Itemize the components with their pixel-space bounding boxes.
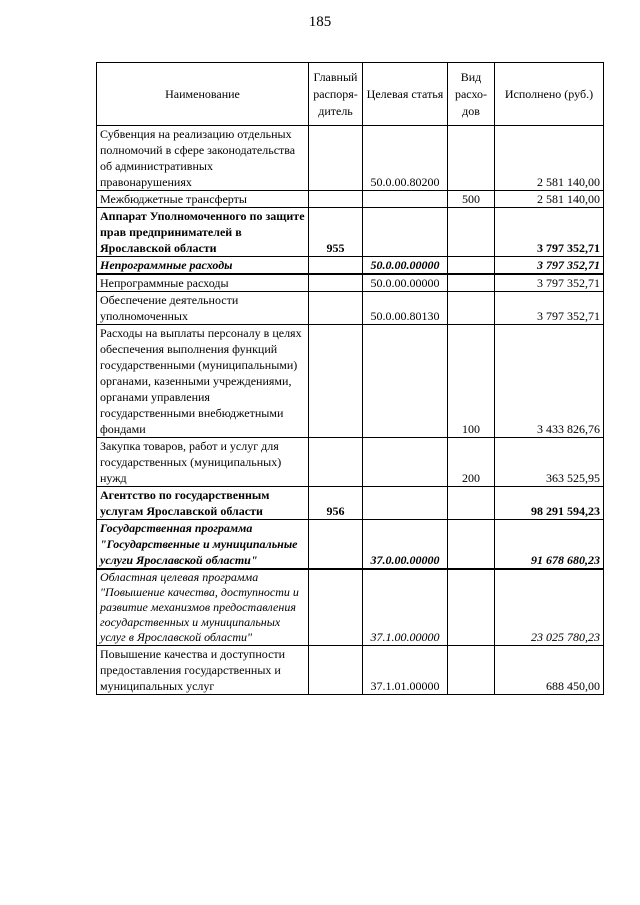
table-row: [97, 274, 604, 292]
row-expense-type-cell: [448, 646, 495, 695]
row-executed-cell: 91 678 680,23: [495, 520, 604, 570]
page-number: 185: [308, 14, 332, 30]
row-name-cell: Повышение качества и доступности предоставления государственных и муниципальных услуг: [97, 646, 309, 695]
row-main-manager-cell: [309, 438, 363, 487]
table-row: [97, 569, 604, 646]
row-executed-cell: 3 433 826,76: [495, 325, 604, 438]
row-expense-type-cell: [448, 126, 495, 191]
row-name-cell: Агентство по государственным услугам Ярославской области: [97, 487, 309, 520]
table-row: [97, 520, 604, 570]
row-name-cell: Непрограммные расходы: [97, 257, 309, 275]
row-target-article-cell: [363, 208, 448, 257]
row-name-cell: Обеспечение деятельности уполномоченных: [97, 292, 309, 325]
row-expense-type-cell: 500: [448, 191, 495, 208]
row-executed-cell: 3 797 352,71: [495, 292, 604, 325]
row-executed-cell: 688 450,00: [495, 646, 604, 695]
table-row: [97, 487, 604, 520]
row-target-article-cell: [363, 487, 448, 520]
table-row: [97, 191, 604, 208]
row-name-cell: Государственная программа "Государственные и муниципальные услуги Ярославской области": [97, 520, 309, 570]
row-expense-type-cell: [448, 292, 495, 325]
row-name-cell: Закупка товаров, работ и услуг для государственных (муниципальных) нужд: [97, 438, 309, 487]
row-executed-cell: 3 797 352,71: [495, 257, 604, 275]
row-expense-type-cell: [448, 520, 495, 570]
row-name-cell: Расходы на выплаты персоналу в целях обеспечения выполнения функций государственными (муниципальными) органами, казенными учреждениями, органами управления государственными внебюджетными фондами: [97, 325, 309, 438]
row-name-cell: Субвенция на реализацию отдельных полномочий в сфере законодательства об административных правонарушениях: [97, 126, 309, 191]
header-name: Наименование: [97, 63, 309, 126]
row-executed-cell: 2 581 140,00: [495, 191, 604, 208]
row-target-article-cell: 37.1.00.00000: [363, 569, 448, 646]
row-expense-type-cell: [448, 569, 495, 646]
row-main-manager-cell: [309, 520, 363, 570]
row-main-manager-cell: [309, 274, 363, 292]
row-target-article-cell: 50.0.00.00000: [363, 257, 448, 275]
row-name-cell: Аппарат Уполномоченного по защите прав предпринимателей в Ярославской области: [97, 208, 309, 257]
row-expense-type-cell: 100: [448, 325, 495, 438]
row-target-article-cell: [363, 191, 448, 208]
header-target-article: Целевая статья: [363, 63, 448, 126]
row-main-manager-cell: [309, 257, 363, 275]
row-expense-type-cell: 200: [448, 438, 495, 487]
table-row: [97, 257, 604, 275]
row-executed-cell: 23 025 780,23: [495, 569, 604, 646]
row-executed-cell: 3 797 352,71: [495, 274, 604, 292]
row-main-manager-cell: 956: [309, 487, 363, 520]
table-row: [97, 325, 604, 438]
row-main-manager-cell: [309, 646, 363, 695]
row-executed-cell: 363 525,95: [495, 438, 604, 487]
row-main-manager-cell: [309, 569, 363, 646]
table-row: [97, 126, 604, 191]
row-name-cell: Непрограммные расходы: [97, 274, 309, 292]
row-executed-cell: 3 797 352,71: [495, 208, 604, 257]
row-main-manager-cell: [309, 292, 363, 325]
row-target-article-cell: 50.0.00.80200: [363, 126, 448, 191]
row-main-manager-cell: [309, 325, 363, 438]
table-row: [97, 438, 604, 487]
row-main-manager-cell: [309, 191, 363, 208]
row-expense-type-cell: [448, 257, 495, 275]
header-executed: Исполнено (руб.): [495, 63, 604, 126]
table-row: [97, 646, 604, 695]
table-row: [97, 208, 604, 257]
row-target-article-cell: [363, 325, 448, 438]
row-target-article-cell: 37.1.01.00000: [363, 646, 448, 695]
row-target-article-cell: 50.0.00.80130: [363, 292, 448, 325]
header-main-manager: Главный распоря-дитель: [309, 63, 363, 126]
row-main-manager-cell: 955: [309, 208, 363, 257]
row-target-article-cell: 50.0.00.00000: [363, 274, 448, 292]
row-expense-type-cell: [448, 274, 495, 292]
row-target-article-cell: [363, 438, 448, 487]
table-row: [97, 292, 604, 325]
row-name-cell: Областная целевая программа "Повышение качества, доступности и развитие механизмов предоставления государственных и муниципальных услуг в Ярославской области": [97, 569, 309, 646]
row-expense-type-cell: [448, 208, 495, 257]
row-executed-cell: 2 581 140,00: [495, 126, 604, 191]
table-header-row: [97, 63, 604, 126]
row-executed-cell: 98 291 594,23: [495, 487, 604, 520]
row-target-article-cell: 37.0.00.00000: [363, 520, 448, 570]
row-expense-type-cell: [448, 487, 495, 520]
budget-table: [96, 62, 604, 695]
row-main-manager-cell: [309, 126, 363, 191]
header-expense-type: Вид расхо-дов: [448, 63, 495, 126]
row-name-cell: Межбюджетные трансферты: [97, 191, 309, 208]
